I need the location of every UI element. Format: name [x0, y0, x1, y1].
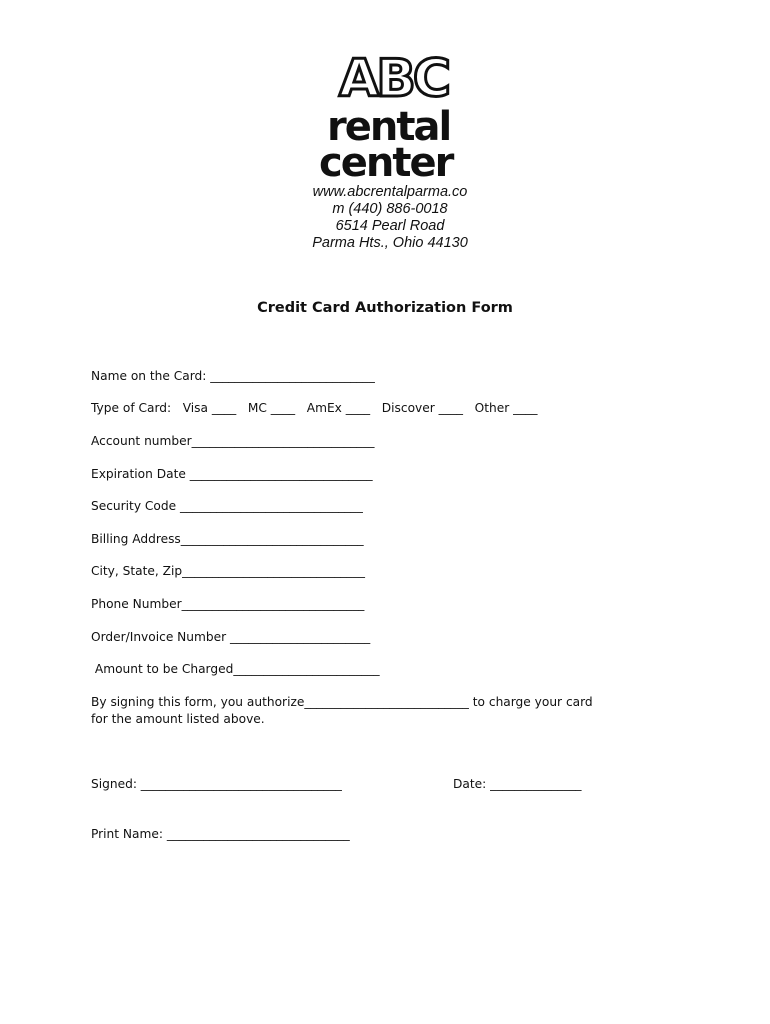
city-address: Parma Hts., Ohio 44130	[312, 235, 468, 251]
signed-field[interactable]: Signed: _________________________________	[91, 777, 342, 791]
order-invoice-field[interactable]: Order/Invoice Number _______________________	[91, 630, 371, 644]
account-number-field[interactable]: Account number______________________________	[91, 434, 375, 448]
phone-line: m (440) 886-0018	[332, 201, 448, 217]
name-on-card-field[interactable]: Name on the Card: ___________________________	[91, 369, 375, 383]
logo-text-rental: rental	[327, 104, 451, 150]
authorization-line-1: By signing this form, you authorize___________________________ to charge your card	[91, 695, 593, 709]
authorization-line-2: for the amount listed above.	[91, 712, 265, 726]
city-state-zip-field[interactable]: City, State, Zip______________________________	[91, 564, 365, 578]
security-code-field[interactable]: Security Code ______________________________	[91, 499, 363, 513]
card-type-field[interactable]: Type of Card: Visa ____ MC ____ AmEx ____ Discover ____ Other ____	[91, 401, 538, 415]
amount-charged-field[interactable]: Amount to be Charged________________________	[91, 662, 380, 676]
website-line: www.abcrentalparma.co	[312, 184, 468, 200]
print-name-field[interactable]: Print Name: ______________________________	[91, 827, 350, 841]
street-address: 6514 Pearl Road	[335, 218, 445, 234]
expiration-date-field[interactable]: Expiration Date ______________________________	[91, 467, 373, 481]
phone-number-field[interactable]: Phone Number______________________________	[91, 597, 365, 611]
date-field[interactable]: Date: _______________	[453, 777, 582, 791]
logo-text-center: center	[319, 140, 453, 180]
contact-block	[250, 184, 530, 252]
billing-address-field[interactable]: Billing Address______________________________	[91, 532, 364, 546]
form-title: Credit Card Authorization Form	[257, 300, 513, 316]
logo-text-abc: ABC	[339, 52, 449, 109]
abc-rental-center-logo	[315, 52, 455, 180]
authorization-statement[interactable]	[91, 694, 691, 728]
